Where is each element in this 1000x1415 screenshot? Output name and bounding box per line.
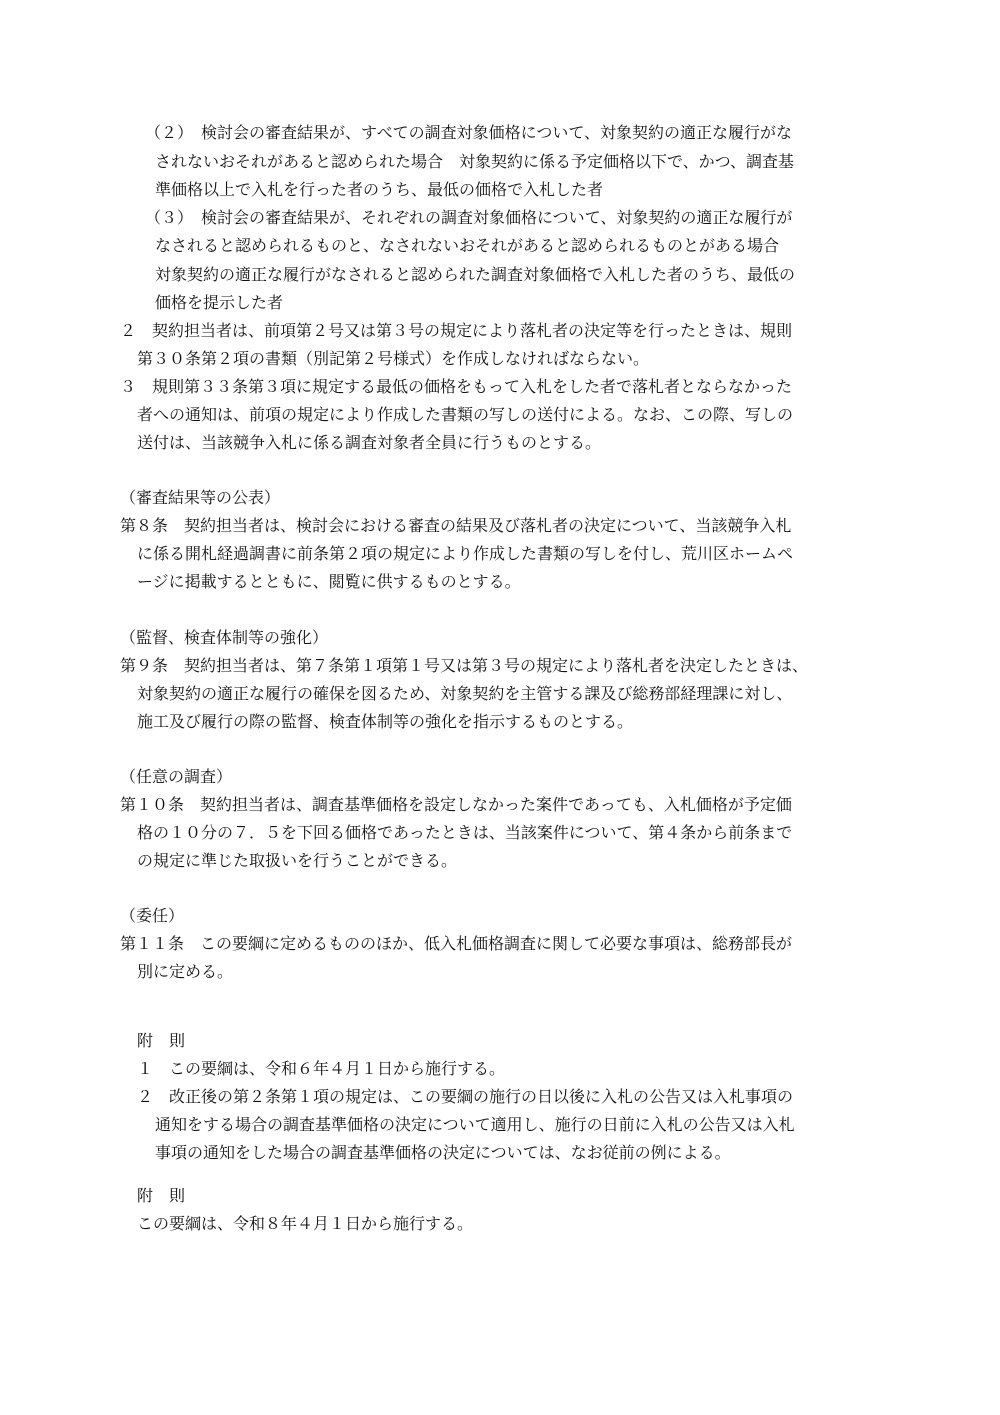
article-9-line-1: 第９条 契約担当者は、第７条第１項第１号又は第３号の規定により落札者を決定したときは、: [120, 656, 809, 675]
article-8-line-1: 第８条 契約担当者は、検討会における審査の結果及び落札者の決定について、当該競争入札: [120, 516, 792, 535]
heading-article-9: （監督、検査体制等の強化）: [120, 628, 329, 647]
article-9-line-3: 施工及び履行の際の監督、検査体制等の強化を指示するものとする。: [137, 712, 634, 731]
item-3-line-2: なされると認められるものと、なされないおそれがあると認められるものとがある場合: [155, 236, 780, 255]
item-3-line-1: （３） 検討会の審査結果が、それぞれの調査対象価格について、対象契約の適正な履行が: [145, 208, 793, 227]
supplementary-2-text: この要綱は、令和８年４月１日から施行する。: [137, 1214, 474, 1233]
article-8-line-2: に係る開札経過調書に前条第２項の規定により作成した書類の写しを付し、荒川区ホームペ: [137, 544, 794, 563]
supplementary-heading-2: 附 則: [137, 1186, 186, 1205]
para-2-line-1: ２ 契約担当者は、前項第２号又は第３号の規定により落札者の決定等を行ったときは、規則: [120, 321, 793, 340]
supplementary-heading-1: 附 則: [137, 1031, 186, 1050]
heading-article-11: （委任）: [120, 906, 185, 925]
article-8-line-3: ージに掲載するとともに、閲覧に供するものとする。: [137, 572, 521, 591]
item-3-line-3: 対象契約の適正な履行がなされると認められた調査対象価格で入札した者のうち、最低の: [155, 265, 796, 284]
heading-article-10: （任意の調査）: [120, 767, 233, 786]
item-2-line-3: 準価格以上で入札を行った者のうち、最低の価格で入札した者: [155, 180, 604, 199]
article-10-line-1: 第１０条 契約担当者は、調査基準価格を設定しなかった案件であっても、入札価格が予定価: [120, 795, 792, 814]
article-11-line-1: 第１１条 この要綱に定めるもののほか、低入札価格調査に関して必要な事項は、総務部長が: [120, 934, 793, 953]
article-9-line-2: 対象契約の適正な履行の確保を図るため、対象契約を主管する課及び総務部経理課に対し、: [137, 684, 793, 703]
article-11-line-2: 別に定める。: [137, 962, 234, 981]
supplementary-1-item-2-line-2: 通知をする場合の調査基準価格の決定について適用し、施行の日前に入札の公告又は入札: [155, 1115, 795, 1134]
para-2-line-2: 第３０条第２項の書類（別記第２号様式）を作成しなければならない。: [137, 349, 650, 368]
para-3-line-1: ３ 規則第３３条第３項に規定する最低の価格をもって入札をした者で落札者とならなかった: [120, 377, 793, 396]
supplementary-1-item-2-line-1: ２ 改正後の第２条第１項の規定は、この要綱の施行の日以後に入札の公告又は入札事項の: [137, 1087, 794, 1106]
supplementary-1-item-1: １ この要綱は、令和６年４月１日から施行する。: [137, 1059, 506, 1078]
article-10-line-2: 格の１０分の７．５を下回る価格であったときは、当該案件について、第４条から前条まで: [137, 823, 793, 842]
para-3-line-2: 者への通知は、前項の規定により作成した書類の写しの送付による。なお、この際、写しの: [137, 405, 794, 424]
para-3-line-3: 送付は、当該競争入札に係る調査対象者全員に行うものとする。: [137, 433, 602, 452]
item-2-line-2: されないおそれがあると認められた場合 対象契約に係る予定価格以下で、かつ、調査基: [155, 152, 795, 171]
item-3-line-4: 価格を提示した者: [155, 293, 284, 312]
article-10-line-3: の規定に準じた取扱いを行うことができる。: [137, 851, 458, 870]
item-2-line-1: （２） 検討会の審査結果が、すべての調査対象価格について、対象契約の適正な履行がな: [145, 123, 793, 142]
heading-article-8: （審査結果等の公表）: [120, 488, 281, 507]
supplementary-1-item-2-line-3: 事項の通知をした場合の調査基準価格の決定については、なお従前の例による。: [155, 1143, 731, 1162]
